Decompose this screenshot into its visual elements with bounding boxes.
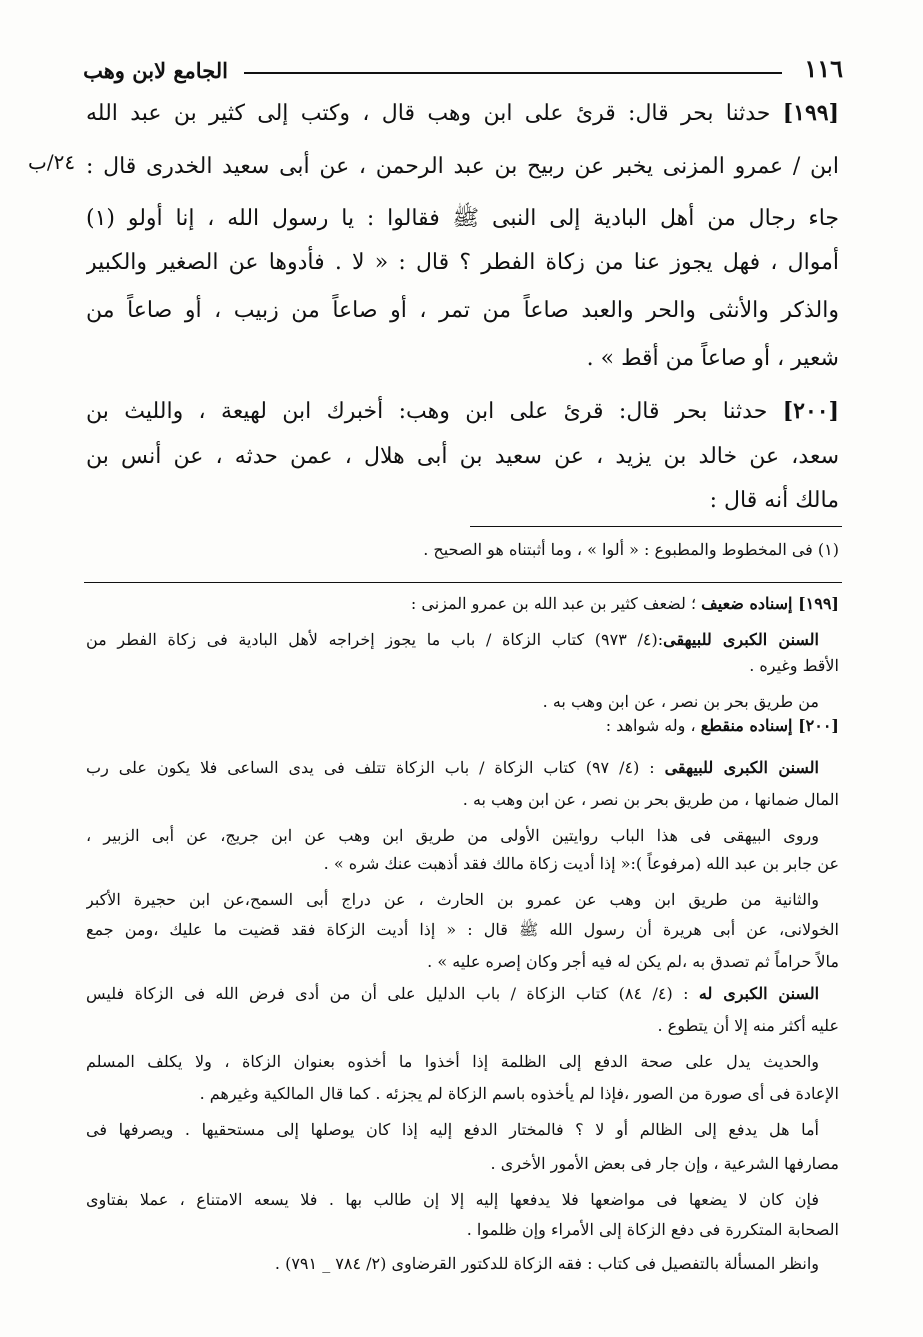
commentary-reference: وانظر المسألة بالتفصيل فى كتاب : فقه الزكاة للدكتور القرضاوى (٢/ ٧٨٤ _ ٧٩١) . xyxy=(274,1254,819,1273)
commentary-paragraph: الخولانى، عن أبى هريرة أن رسول الله ﷺ قال : « إذا أديت الزكاة فقد قضيت ما عليك ،ومن جمع xyxy=(86,920,839,939)
commentary-199-source: السنن الكبرى للبيهقى:(٤/ ٩٧٣) كتاب الزكاة / باب ما يجوز إخراجه لأهل البادية فى زكاة الفطر من xyxy=(86,630,819,649)
commentary-paragraph: الصحابة المتكررة فى دفع الزكاة إلى الأمراء وإن ظلموا . xyxy=(466,1220,839,1239)
manuscript-folio-marker: ٢٤/ب xyxy=(28,150,76,174)
commentary-source: السنن الكبرى له : (٤/ ٨٤) كتاب الزكاة / باب الدليل على أن من أدى فرض الله فى الزكاة فليس xyxy=(86,984,819,1003)
hadith-199-line-1: [١٩٩] حدثنا بحر قال: قرئ على ابن وهب قال ، وكتب إلى كثير بن عبد الله xyxy=(86,100,839,126)
footnote-1: (١) فى المخطوط والمطبوع : « ألوا » ، وما أثبتناه هو الصحيح . xyxy=(423,540,839,559)
page-number: ١١٦ xyxy=(804,54,843,83)
commentary-source-cont: عليه أكثر منه إلا أن يتطوع . xyxy=(657,1016,839,1035)
commentary-paragraph: والثانية من طريق ابن وهب عن عمرو بن الحارث ، عن دراج أبى السمح،عن ابن حجيرة الأكبر xyxy=(86,890,819,909)
hadith-199-line-3: جاء رجال من أهل البادية إلى النبى ﷺ فقالوا : يا رسول الله ، إنا أولو (١) xyxy=(86,206,839,231)
hadith-200-line-2: سعد، عن خالد بن يزيد ، عن سعيد بن أبى هلال ، عمن حدثه ، عن أنس بن xyxy=(86,444,839,469)
hadith-200-line-3: مالك أنه قال : xyxy=(709,488,839,513)
hadith-199-line-4: أموال ، فهل يجوز عنا من زكاة الفطر ؟ قال : « لا . فأدوها عن الصغير والكبير xyxy=(86,250,839,275)
commentary-paragraph: مالاً حراماً ثم تصدق به ،لم يكن له فيه أجر وكان إصره عليه » . xyxy=(427,952,839,971)
commentary-paragraph: فإن كان لا يضعها فى مواضعها فلا يدفعها إليه إلا إن طالب بها . فلا يسعه الامتناع ، عملا بفتاوى xyxy=(86,1190,819,1209)
hadith-number: [٢٠٠] xyxy=(782,398,839,424)
commentary-200-source-cont: المال ضمانها ، من طريق بحر بن نصر ، عن ابن وهب به . xyxy=(462,790,839,809)
hadith-200-line-1: [٢٠٠] حدثنا بحر قال: قرئ على ابن وهب: أخبرك ابن لهيعة ، والليث بن xyxy=(86,398,839,424)
commentary-199-heading: [١٩٩] إسناده ضعيف ؛ لضعف كثير بن عبد الله بن عمرو المزنى : xyxy=(410,594,839,613)
footnote-separator xyxy=(470,526,842,527)
hadith-199-line-6: شعير ، أو صاعاً من أقط » . xyxy=(586,346,839,371)
commentary-199-source-cont: الأقط وغيره . xyxy=(749,656,839,675)
running-header-title: الجامع لابن وهب xyxy=(83,58,228,83)
commentary-paragraph: أما هل يدفع إلى الظالم أو لا ؟ فالمختار الدفع إليه إذا كان يوصلها إلى مستحقيها . ويصرفها فى xyxy=(86,1120,819,1139)
commentary-paragraph: وروى البيهقى فى هذا الباب روايتين الأولى من طريق ابن وهب عن ابن جريج، عن أبى الزبير ، xyxy=(86,826,819,845)
commentary-paragraph: الإعادة فى أى صورة من الصور ،فإذا لم يأخذوه باسم الزكاة لم يجزئه . كما قال المالكية وغيرهم . xyxy=(199,1084,839,1103)
commentary-separator xyxy=(84,582,842,583)
hadith-199-line-2: ابن / عمرو المزنى يخبر عن ربيح بن عبد الرحمن ، عن أبى سعيد الخدرى قال : xyxy=(86,154,839,179)
commentary-paragraph: مصارفها الشرعية ، وإن جار فى بعض الأمور الأخرى . xyxy=(490,1154,839,1173)
commentary-200-source: السنن الكبرى للبيهقى : (٤/ ٩٧) كتاب الزكاة / باب الزكاة تتلف فى يدى الساعى فلا يكون على رب xyxy=(86,758,819,777)
header-rule xyxy=(244,72,782,74)
commentary-199-chain: من طريق بحر بن نصر ، عن ابن وهب به . xyxy=(542,692,819,711)
hadith-199-line-5: والذكر والأنثى والحر والعبد صاعاً من تمر ، أو صاعاً من زبيب ، أو صاعاً من xyxy=(86,298,839,323)
hadith-number: [١٩٩] xyxy=(782,100,839,126)
commentary-200-heading: [٢٠٠] إسناده منقطع ، وله شواهد : xyxy=(605,716,839,735)
commentary-paragraph: عن جابر بن عبد الله (مرفوعاً ):« إذا أديت زكاة مالك فقد أذهبت عنك شره » . xyxy=(323,854,839,873)
commentary-paragraph: والحديث يدل على صحة الدفع إلى الظلمة إذا أخذوا ما أخذوه بعنوان الزكاة ، ولا يكلف المسلم xyxy=(86,1052,819,1071)
